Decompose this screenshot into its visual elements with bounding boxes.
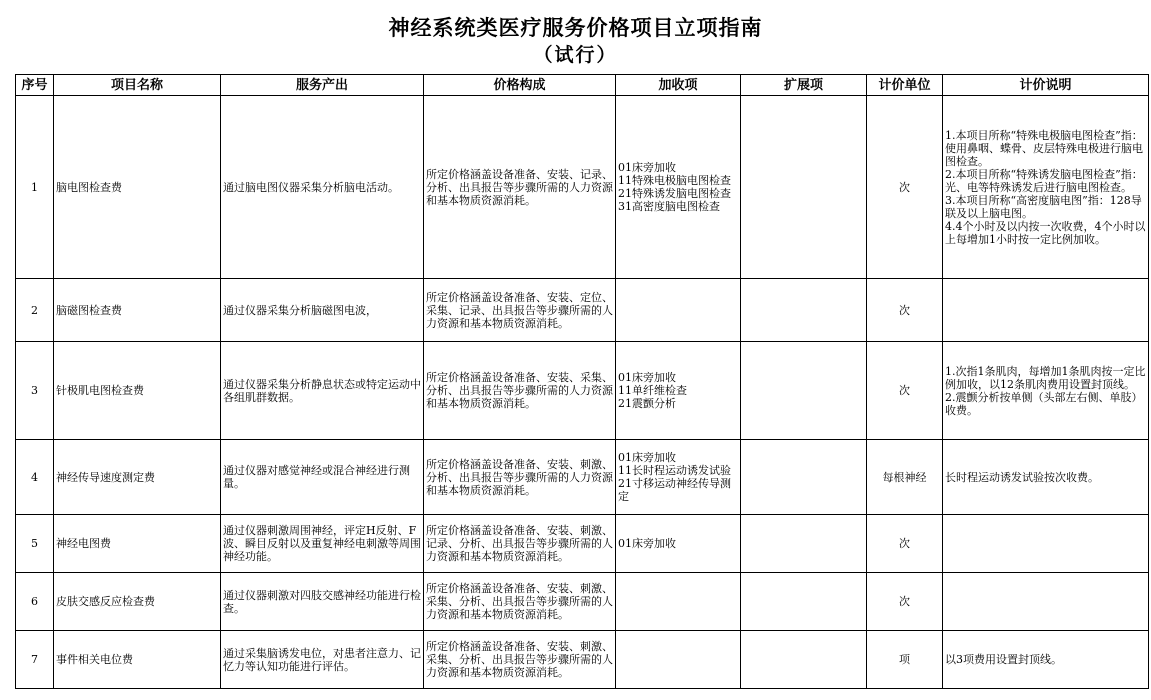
cell-ext: [741, 279, 867, 342]
cell-addon: 01床旁加收 11长时程运动诱发试验 21寸移运动神经传导测定: [616, 440, 741, 515]
cell-ext: [741, 573, 867, 631]
cell-addon: [616, 573, 741, 631]
table-row: [16, 631, 1149, 689]
table-row: [16, 96, 1149, 279]
cell-addon: 01床旁加收: [616, 515, 741, 573]
cell-name: 皮肤交感反应检查费: [54, 573, 221, 631]
cell-output: 通过脑电图仪器采集分析脑电活动。: [221, 96, 424, 279]
cell-price: 所定价格涵盖设备准备、安装、定位、采集、记录、出具报告等步骤所需的人力资源和基本物质资源消耗。: [424, 279, 616, 342]
cell-note: [943, 515, 1149, 573]
header-note: 计价说明: [943, 75, 1149, 96]
cell-no: 3: [16, 342, 54, 440]
cell-no: 4: [16, 440, 54, 515]
cell-note: 以3项费用设置封顶线。: [943, 631, 1149, 689]
header-output: 服务产出: [221, 75, 424, 96]
cell-ext: [741, 96, 867, 279]
table-row: [16, 279, 1149, 342]
cell-output: 通过采集脑诱发电位，对患者注意力、记忆力等认知功能进行评估。: [221, 631, 424, 689]
cell-price: 所定价格涵盖设备准备、安装、刺激、记录、分析、出具报告等步骤所需的人力资源和基本物质资源消耗。: [424, 515, 616, 573]
cell-addon: [616, 631, 741, 689]
cell-unit: 次: [867, 279, 943, 342]
cell-output: 通过仪器采集分析脑磁图电波，: [221, 279, 424, 342]
cell-unit: 次: [867, 96, 943, 279]
table-row: [16, 342, 1149, 440]
cell-output: 通过仪器刺激对四肢交感神经功能进行检查。: [221, 573, 424, 631]
cell-no: 7: [16, 631, 54, 689]
cell-unit: 每根神经: [867, 440, 943, 515]
cell-no: 1: [16, 96, 54, 279]
header-price: 价格构成: [424, 75, 616, 96]
cell-name: 脑电图检查费: [54, 96, 221, 279]
cell-name: 针极肌电图检查费: [54, 342, 221, 440]
cell-addon: [616, 279, 741, 342]
cell-name: 神经电图费: [54, 515, 221, 573]
cell-ext: [741, 342, 867, 440]
cell-unit: 次: [867, 573, 943, 631]
page-title: 神经系统类医疗服务价格项目立项指南: [388, 16, 763, 40]
header-row: [16, 75, 1149, 96]
cell-unit: 次: [867, 515, 943, 573]
table-row: [16, 515, 1149, 573]
header-no: 序号: [16, 75, 54, 96]
cell-price: 所定价格涵盖设备准备、安装、刺激、采集、分析、出具报告等步骤所需的人力资源和基本物质资源消耗。: [424, 631, 616, 689]
page-subtitle: （试行）: [533, 44, 618, 66]
cell-unit: 次: [867, 342, 943, 440]
cell-price: 所定价格涵盖设备准备、安装、采集、分析、出具报告等步骤所需的人力资源和基本物质资源消耗。: [424, 342, 616, 440]
cell-note: 1.次指1条肌肉，每增加1条肌肉按一定比例加收，以12条肌肉费用设置封顶线。 2.震颤分析按单侧（头部左右侧、单肢）收费。: [943, 342, 1149, 440]
cell-ext: [741, 440, 867, 515]
cell-ext: [741, 631, 867, 689]
table-row: [16, 573, 1149, 631]
cell-note: 长时程运动诱发试验按次收费。: [943, 440, 1149, 515]
cell-price: 所定价格涵盖设备准备、安装、记录、分析、出具报告等步骤所需的人力资源和基本物质资源消耗。: [424, 96, 616, 279]
price-guide-table: [15, 74, 1149, 689]
cell-price: 所定价格涵盖设备准备、安装、刺激、采集、分析、出具报告等步骤所需的人力资源和基本物质资源消耗。: [424, 573, 616, 631]
cell-output: 通过仪器刺激周围神经，评定H反射、F波、瞬目反射以及重复神经电刺激等周围神经功能。: [221, 515, 424, 573]
cell-no: 2: [16, 279, 54, 342]
cell-output: 通过仪器采集分析静息状态或特定运动中各组肌群数据。: [221, 342, 424, 440]
table-row: [16, 440, 1149, 515]
cell-no: 5: [16, 515, 54, 573]
cell-note: [943, 279, 1149, 342]
cell-price: 所定价格涵盖设备准备、安装、刺激、分析、出具报告等步骤所需的人力资源和基本物质资源消耗。: [424, 440, 616, 515]
cell-ext: [741, 515, 867, 573]
cell-output: 通过仪器对感觉神经或混合神经进行测量。: [221, 440, 424, 515]
header-name: 项目名称: [54, 75, 221, 96]
cell-note: [943, 573, 1149, 631]
cell-name: 神经传导速度测定费: [54, 440, 221, 515]
cell-name: 脑磁图检查费: [54, 279, 221, 342]
cell-addon: 01床旁加收 11单纤维检查 21震颤分析: [616, 342, 741, 440]
cell-no: 6: [16, 573, 54, 631]
cell-unit: 项: [867, 631, 943, 689]
header-ext: 扩展项: [741, 75, 867, 96]
header-addon: 加收项: [616, 75, 741, 96]
cell-note: 1.本项目所称“特殊电极脑电图检查”指：使用鼻咽、蝶骨、皮层特殊电极进行脑电图检查。 2.本项目所称“特殊诱发脑电图检查”指：光、电等特殊诱发后进行脑电图检查。 3.本项目所称“高密度脑电图”指：128导联及以上脑电图。 4.4个小时及以内按一次收费，4个小时以上每增加1小时按一定比例加收。: [943, 96, 1149, 279]
header-unit: 计价单位: [867, 75, 943, 96]
cell-name: 事件相关电位费: [54, 631, 221, 689]
cell-addon: 01床旁加收 11特殊电极脑电图检查 21特殊诱发脑电图检查 31高密度脑电图检查: [616, 96, 741, 279]
